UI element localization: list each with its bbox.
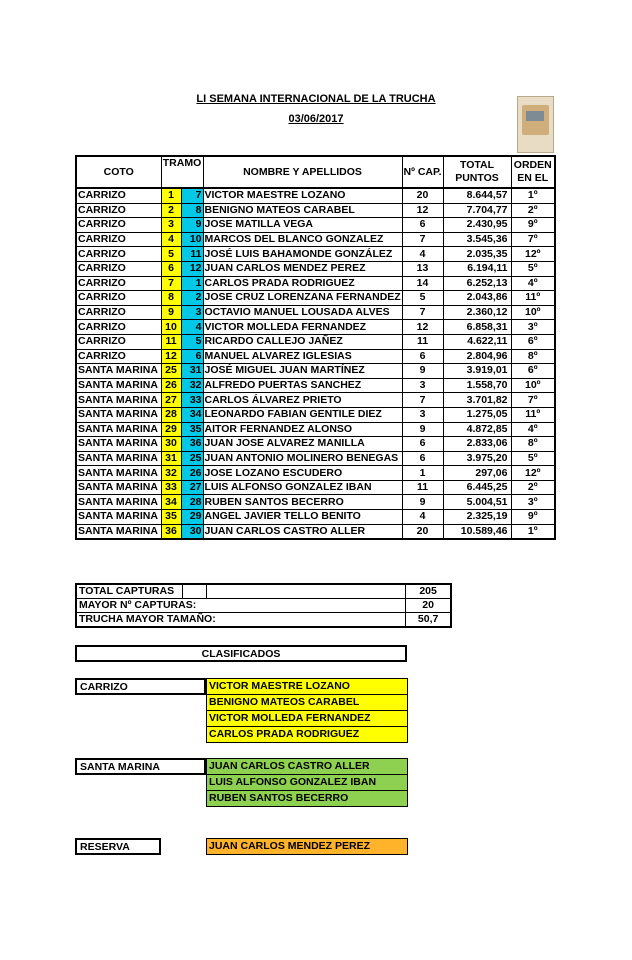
points-cell: 2.430,95 [443, 218, 511, 233]
coto-cell: CARRIZO [76, 305, 161, 320]
tramo-end-cell: 12 [181, 261, 203, 276]
table-row [76, 378, 555, 393]
tramo-start-cell: 3 [161, 218, 181, 233]
tramo-end-cell: 31 [181, 364, 203, 379]
points-cell: 3.545,36 [443, 232, 511, 247]
tramo-start-cell: 30 [161, 437, 181, 452]
name-cell: JOSÉ MIGUEL JUAN MARTÍNEZ [203, 364, 402, 379]
name-cell: RUBEN SANTOS BECERRO [203, 495, 402, 510]
qualified-name: VICTOR MOLLEDA FERNANDEZ [207, 711, 407, 727]
points-cell: 3.919,01 [443, 364, 511, 379]
captures-cell: 3 [402, 378, 443, 393]
coto-cell: SANTA MARINA [76, 437, 161, 452]
points-cell: 6.194,11 [443, 261, 511, 276]
captures-cell: 11 [402, 480, 443, 495]
name-cell: JOSÉ LUIS BAHAMONDE GONZÁLEZ [203, 247, 402, 262]
rank-cell: 8º [511, 437, 555, 452]
name-cell: OCTAVIO MANUEL LOUSADA ALVES [203, 305, 402, 320]
captures-cell: 6 [402, 349, 443, 364]
name-cell: VICTOR MAESTRE LOZANO [203, 188, 402, 203]
points-cell: 2.325,19 [443, 510, 511, 525]
tramo-start-cell: 28 [161, 407, 181, 422]
captures-cell: 7 [402, 232, 443, 247]
santa-marina-label: SANTA MARINA [75, 758, 206, 775]
rank-cell: 12º [511, 466, 555, 481]
qualified-name: VICTOR MAESTRE LOZANO [207, 679, 407, 695]
name-cell: CARLOS ÁLVAREZ PRIETO [203, 393, 402, 408]
document-date: 03/06/2017 [288, 113, 344, 125]
tramo-end-cell: 34 [181, 407, 203, 422]
coto-cell: SANTA MARINA [76, 495, 161, 510]
tramo-start-cell: 34 [161, 495, 181, 510]
header-puntos: TOTAL PUNTOS [443, 156, 511, 188]
name-cell: JOSE MATILLA VEGA [203, 218, 402, 233]
total-capturas-label: TOTAL CAPTURAS [76, 584, 183, 599]
tramo-end-cell: 5 [181, 334, 203, 349]
summary-row [76, 613, 451, 628]
table-row [76, 495, 555, 510]
trucha-mayor-label: TRUCHA MAYOR TAMAÑO: [76, 613, 406, 628]
header-nombre: NOMBRE Y APELLIDOS [203, 156, 402, 188]
tramo-end-cell: 25 [181, 451, 203, 466]
rank-cell: 1º [511, 188, 555, 203]
table-row [76, 320, 555, 335]
tramo-end-cell: 29 [181, 510, 203, 525]
tramo-start-cell: 9 [161, 305, 181, 320]
coto-cell: CARRIZO [76, 188, 161, 203]
tramo-start-cell: 7 [161, 276, 181, 291]
captures-cell: 4 [402, 247, 443, 262]
coto-cell: SANTA MARINA [76, 378, 161, 393]
rank-cell: 4º [511, 276, 555, 291]
points-cell: 7.704,77 [443, 203, 511, 218]
tramo-start-cell: 11 [161, 334, 181, 349]
captures-cell: 12 [402, 320, 443, 335]
rank-cell: 3º [511, 320, 555, 335]
table-row [76, 276, 555, 291]
table-row [76, 291, 555, 306]
name-cell: BENIGNO MATEOS CARABEL [203, 203, 402, 218]
name-cell: MANUEL ALVAREZ IGLESIAS [203, 349, 402, 364]
tramo-end-cell: 1 [181, 276, 203, 291]
rank-cell: 5º [511, 261, 555, 276]
tramo-start-cell: 10 [161, 320, 181, 335]
points-cell: 2.035,35 [443, 247, 511, 262]
points-cell: 2.360,12 [443, 305, 511, 320]
table-row [76, 407, 555, 422]
rank-cell: 10º [511, 305, 555, 320]
captures-cell: 6 [402, 218, 443, 233]
summary-row [76, 599, 451, 613]
document-title: LI SEMANA INTERNACIONAL DE LA TRUCHA [196, 93, 436, 105]
tramo-end-cell: 9 [181, 218, 203, 233]
table-row [76, 247, 555, 262]
table-row [76, 203, 555, 218]
tramo-end-cell: 7 [181, 188, 203, 203]
tramo-start-cell: 12 [161, 349, 181, 364]
rank-cell: 9º [511, 510, 555, 525]
captures-cell: 12 [402, 203, 443, 218]
tramo-end-cell: 4 [181, 320, 203, 335]
tramo-start-cell: 2 [161, 203, 181, 218]
header-tramo: TRAMO [161, 156, 203, 188]
qualified-name: RUBEN SANTOS BECERRO [207, 791, 407, 806]
captures-cell: 9 [402, 364, 443, 379]
tramo-start-cell: 36 [161, 524, 181, 539]
tramo-end-cell: 11 [181, 247, 203, 262]
rank-cell: 7º [511, 393, 555, 408]
tramo-start-cell: 35 [161, 510, 181, 525]
tramo-start-cell: 31 [161, 451, 181, 466]
name-cell: LUIS ALFONSO GONZALEZ IBAN [203, 480, 402, 495]
tramo-start-cell: 5 [161, 247, 181, 262]
tramo-end-cell: 10 [181, 232, 203, 247]
captures-cell: 7 [402, 305, 443, 320]
table-row [76, 466, 555, 481]
points-cell: 6.252,13 [443, 276, 511, 291]
name-cell: VICTOR MOLLEDA FERNANDEZ [203, 320, 402, 335]
tramo-start-cell: 8 [161, 291, 181, 306]
name-cell: MARCOS DEL BLANCO GONZALEZ [203, 232, 402, 247]
rank-cell: 5º [511, 451, 555, 466]
clasificados-heading: CLASIFICADOS [75, 645, 407, 662]
captures-cell: 11 [402, 334, 443, 349]
name-cell: ALFREDO PUERTAS SANCHEZ [203, 378, 402, 393]
table-row [76, 232, 555, 247]
points-cell: 2.804,96 [443, 349, 511, 364]
coto-cell: SANTA MARINA [76, 407, 161, 422]
table-row [76, 524, 555, 539]
coto-cell: CARRIZO [76, 320, 161, 335]
qualified-name: BENIGNO MATEOS CARABEL [207, 695, 407, 711]
header-orden: ORDEN EN EL [511, 156, 555, 188]
rank-cell: 2º [511, 480, 555, 495]
points-cell: 3.975,20 [443, 451, 511, 466]
coto-cell: SANTA MARINA [76, 364, 161, 379]
table-row [76, 305, 555, 320]
table-row [76, 218, 555, 233]
carrizo-label: CARRIZO [75, 678, 206, 695]
points-cell: 10.589,46 [443, 524, 511, 539]
name-cell: JOSE LOZANO ESCUDERO [203, 466, 402, 481]
coto-cell: CARRIZO [76, 349, 161, 364]
captures-cell: 3 [402, 407, 443, 422]
points-cell: 4.622,11 [443, 334, 511, 349]
coto-cell: SANTA MARINA [76, 510, 161, 525]
results-table [75, 155, 556, 540]
name-cell: JUAN CARLOS MENDEZ PEREZ [203, 261, 402, 276]
captures-cell: 20 [402, 188, 443, 203]
points-cell: 2.043,86 [443, 291, 511, 306]
rank-cell: 3º [511, 495, 555, 510]
points-cell: 1.558,70 [443, 378, 511, 393]
coto-cell: SANTA MARINA [76, 451, 161, 466]
captures-cell: 20 [402, 524, 443, 539]
captures-cell: 9 [402, 422, 443, 437]
name-cell: CARLOS PRADA RODRIGUEZ [203, 276, 402, 291]
total-capturas-value: 205 [406, 584, 451, 599]
tramo-end-cell: 2 [181, 291, 203, 306]
tramo-end-cell: 32 [181, 378, 203, 393]
captures-cell: 14 [402, 276, 443, 291]
tramo-end-cell: 35 [181, 422, 203, 437]
points-cell: 5.004,51 [443, 495, 511, 510]
qualified-name: CARLOS PRADA RODRIGUEZ [207, 727, 407, 742]
tramo-start-cell: 26 [161, 378, 181, 393]
name-cell: JUAN ANTONIO MOLINERO BENEGAS [203, 451, 402, 466]
summary-row [76, 584, 451, 599]
tramo-end-cell: 36 [181, 437, 203, 452]
name-cell: JOSE CRUZ LORENZANA FERNANDEZ [204, 291, 401, 304]
coto-cell: CARRIZO [76, 261, 161, 276]
points-cell: 2.833,06 [443, 437, 511, 452]
tramo-end-cell: 3 [181, 305, 203, 320]
name-cell: AITOR FERNANDEZ ALONSO [203, 422, 402, 437]
name-cell: JUAN JOSE ALVAREZ MANILLA [203, 437, 402, 452]
table-row [76, 451, 555, 466]
points-cell: 6.445,25 [443, 480, 511, 495]
table-header-row [76, 156, 555, 188]
coto-cell: CARRIZO [76, 276, 161, 291]
table-row [76, 480, 555, 495]
coto-cell: SANTA MARINA [76, 422, 161, 437]
reserva-list [206, 838, 408, 855]
table-row [76, 188, 555, 203]
table-row [76, 364, 555, 379]
points-cell: 1.275,05 [443, 407, 511, 422]
rank-cell: 9º [511, 218, 555, 233]
tramo-start-cell: 6 [161, 261, 181, 276]
rank-cell: 6º [511, 334, 555, 349]
points-cell: 3.701,82 [443, 393, 511, 408]
qualified-name: LUIS ALFONSO GONZALEZ IBAN [207, 775, 407, 791]
reserva-label: RESERVA [75, 838, 161, 855]
name-cell: RICARDO CALLEJO JAÑEZ [203, 334, 402, 349]
name-cell: LEONARDO FABIAN GENTILE DIEZ [203, 407, 402, 422]
tramo-start-cell: 29 [161, 422, 181, 437]
points-cell: 297,06 [443, 466, 511, 481]
qualified-name: JUAN CARLOS MENDEZ PEREZ [207, 839, 407, 854]
table-row [76, 422, 555, 437]
summary-table [75, 583, 452, 628]
captures-cell: 13 [402, 261, 443, 276]
table-row [76, 334, 555, 349]
mayor-capturas-label: MAYOR Nº CAPTURAS: [76, 599, 406, 613]
table-row [76, 349, 555, 364]
rank-cell: 4º [511, 422, 555, 437]
table-row [76, 510, 555, 525]
qualified-name: JUAN CARLOS CASTRO ALLER [207, 759, 407, 775]
table-row [76, 437, 555, 452]
rank-cell: 12º [511, 247, 555, 262]
captures-cell: 6 [402, 437, 443, 452]
tramo-end-cell: 28 [181, 495, 203, 510]
tramo-start-cell: 33 [161, 480, 181, 495]
trout-stamp-image [517, 96, 554, 153]
header-cap: Nº CAP. [402, 156, 443, 188]
table-row [76, 393, 555, 408]
carrizo-qualified-list [206, 678, 408, 743]
tramo-end-cell: 33 [181, 393, 203, 408]
points-cell: 4.872,85 [443, 422, 511, 437]
captures-cell: 5 [402, 291, 443, 306]
tramo-start-cell: 25 [161, 364, 181, 379]
coto-cell: SANTA MARINA [76, 524, 161, 539]
name-cell: ANGEL JAVIER TELLO BENITO [203, 510, 402, 525]
captures-cell: 6 [402, 451, 443, 466]
santa-marina-qualified-list [206, 758, 408, 807]
tramo-start-cell: 1 [161, 188, 181, 203]
mayor-capturas-value: 20 [406, 599, 451, 613]
tramo-end-cell: 30 [181, 524, 203, 539]
rank-cell: 10º [511, 378, 555, 393]
tramo-end-cell: 26 [181, 466, 203, 481]
coto-cell: SANTA MARINA [76, 480, 161, 495]
coto-cell: CARRIZO [76, 334, 161, 349]
tramo-start-cell: 4 [161, 232, 181, 247]
coto-cell: CARRIZO [76, 203, 161, 218]
points-cell: 8.644,57 [443, 188, 511, 203]
tramo-end-cell: 27 [181, 480, 203, 495]
rank-cell: 11º [511, 291, 555, 306]
rank-cell: 1º [511, 524, 555, 539]
tramo-start-cell: 27 [161, 393, 181, 408]
table-row [76, 261, 555, 276]
rank-cell: 6º [511, 364, 555, 379]
captures-cell: 9 [402, 495, 443, 510]
trucha-mayor-value: 50,7 [406, 613, 451, 628]
tramo-start-cell: 32 [161, 466, 181, 481]
rank-cell: 11º [511, 407, 555, 422]
rank-cell: 7º [511, 232, 555, 247]
tramo-end-cell: 6 [181, 349, 203, 364]
tramo-end-cell: 8 [181, 203, 203, 218]
coto-cell: SANTA MARINA [76, 466, 161, 481]
name-cell: JUAN CARLOS CASTRO ALLER [203, 524, 402, 539]
rank-cell: 8º [511, 349, 555, 364]
rank-cell: 2º [511, 203, 555, 218]
coto-cell: SANTA MARINA [76, 393, 161, 408]
captures-cell: 4 [402, 510, 443, 525]
coto-cell: CARRIZO [76, 291, 161, 306]
header-coto: COTO [76, 156, 161, 188]
coto-cell: CARRIZO [76, 218, 161, 233]
points-cell: 6.858,31 [443, 320, 511, 335]
captures-cell: 7 [402, 393, 443, 408]
captures-cell: 1 [402, 466, 443, 481]
coto-cell: CARRIZO [76, 232, 161, 247]
coto-cell: CARRIZO [76, 247, 161, 262]
